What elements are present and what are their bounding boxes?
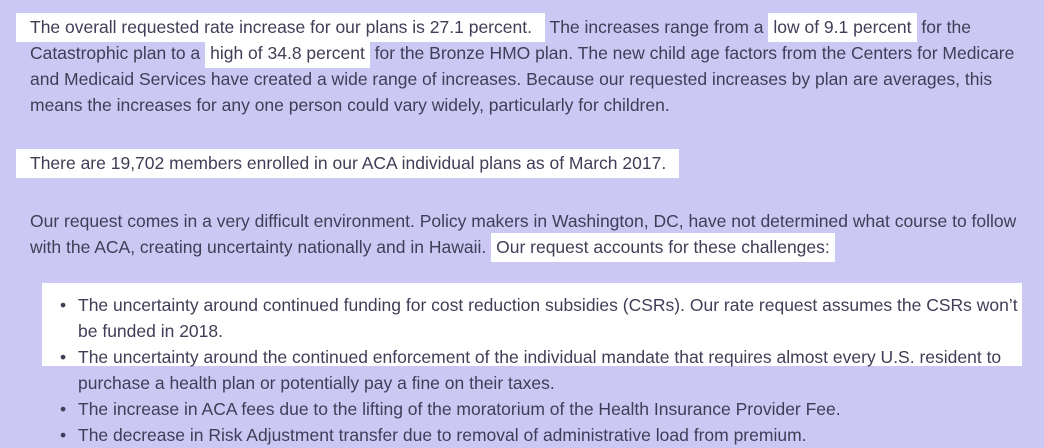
list-item-aca-fees <box>30 396 1018 422</box>
paragraph-text: The increases range from a <box>544 17 769 37</box>
bullet-icon: • <box>60 347 67 367</box>
bullet-icon: • <box>60 399 67 419</box>
list-item-text: The uncertainty around continued funding for cost reduction subsidies (CSRs). Our rate request assumes the CSRs won’t be funded in 2018. <box>78 295 1018 341</box>
paragraph-environment <box>30 208 1018 260</box>
list-item-text: The decrease in Risk Adjustment transfer due to removal of administrative load from premium. <box>78 425 807 445</box>
highlight-overall-rate: The overall requested rate increase for our plans is 27.1 percent. <box>16 13 545 42</box>
paragraph-text: for the Bronze HMO plan. The new child age factors from the Centers for Medicare and Medicaid Services have created a wide range of increases. Because our requested increases by plan are averages, this means the increases for any one person could vary widely, particularly for children. <box>30 43 1015 115</box>
paragraph-rate-increase <box>30 14 1018 118</box>
bullet-icon: • <box>60 295 67 315</box>
list-item-risk-adjustment <box>30 422 1018 448</box>
list-item-text: The increase in ACA fees due to the lifting of the moratorium of the Health Insurance Provider Fee. <box>78 399 841 419</box>
paragraph-enrollment <box>30 150 1018 176</box>
highlight-low-rate: low of 9.1 percent <box>768 13 916 42</box>
paragraph-text: Our request comes in a very difficult environment. Policy makers in Washington, DC, have not determined what course to follow with the ACA, creating uncertainty nationally and in Hawaii. <box>30 211 1017 257</box>
list-item-individual-mandate <box>30 344 1018 396</box>
highlight-challenges: Our request accounts for these challenges: <box>491 233 835 262</box>
list-item-text: The uncertainty around the continued enforcement of the individual mandate that requires almost every U.S. resident to purchase a health plan or potentially pay a fine on their taxes. <box>78 347 1002 393</box>
highlight-high-rate: high of 34.8 percent <box>205 39 370 68</box>
list-item-csr-funding <box>30 292 1018 344</box>
highlight-enrollment: There are 19,702 members enrolled in our ACA individual plans as of March 2017. <box>16 149 679 178</box>
challenges-list <box>30 292 1018 448</box>
challenges-list-items <box>30 292 1018 448</box>
bullet-icon: • <box>60 425 67 445</box>
paragraph-text: for the Catastrophic plan to a <box>30 17 971 63</box>
